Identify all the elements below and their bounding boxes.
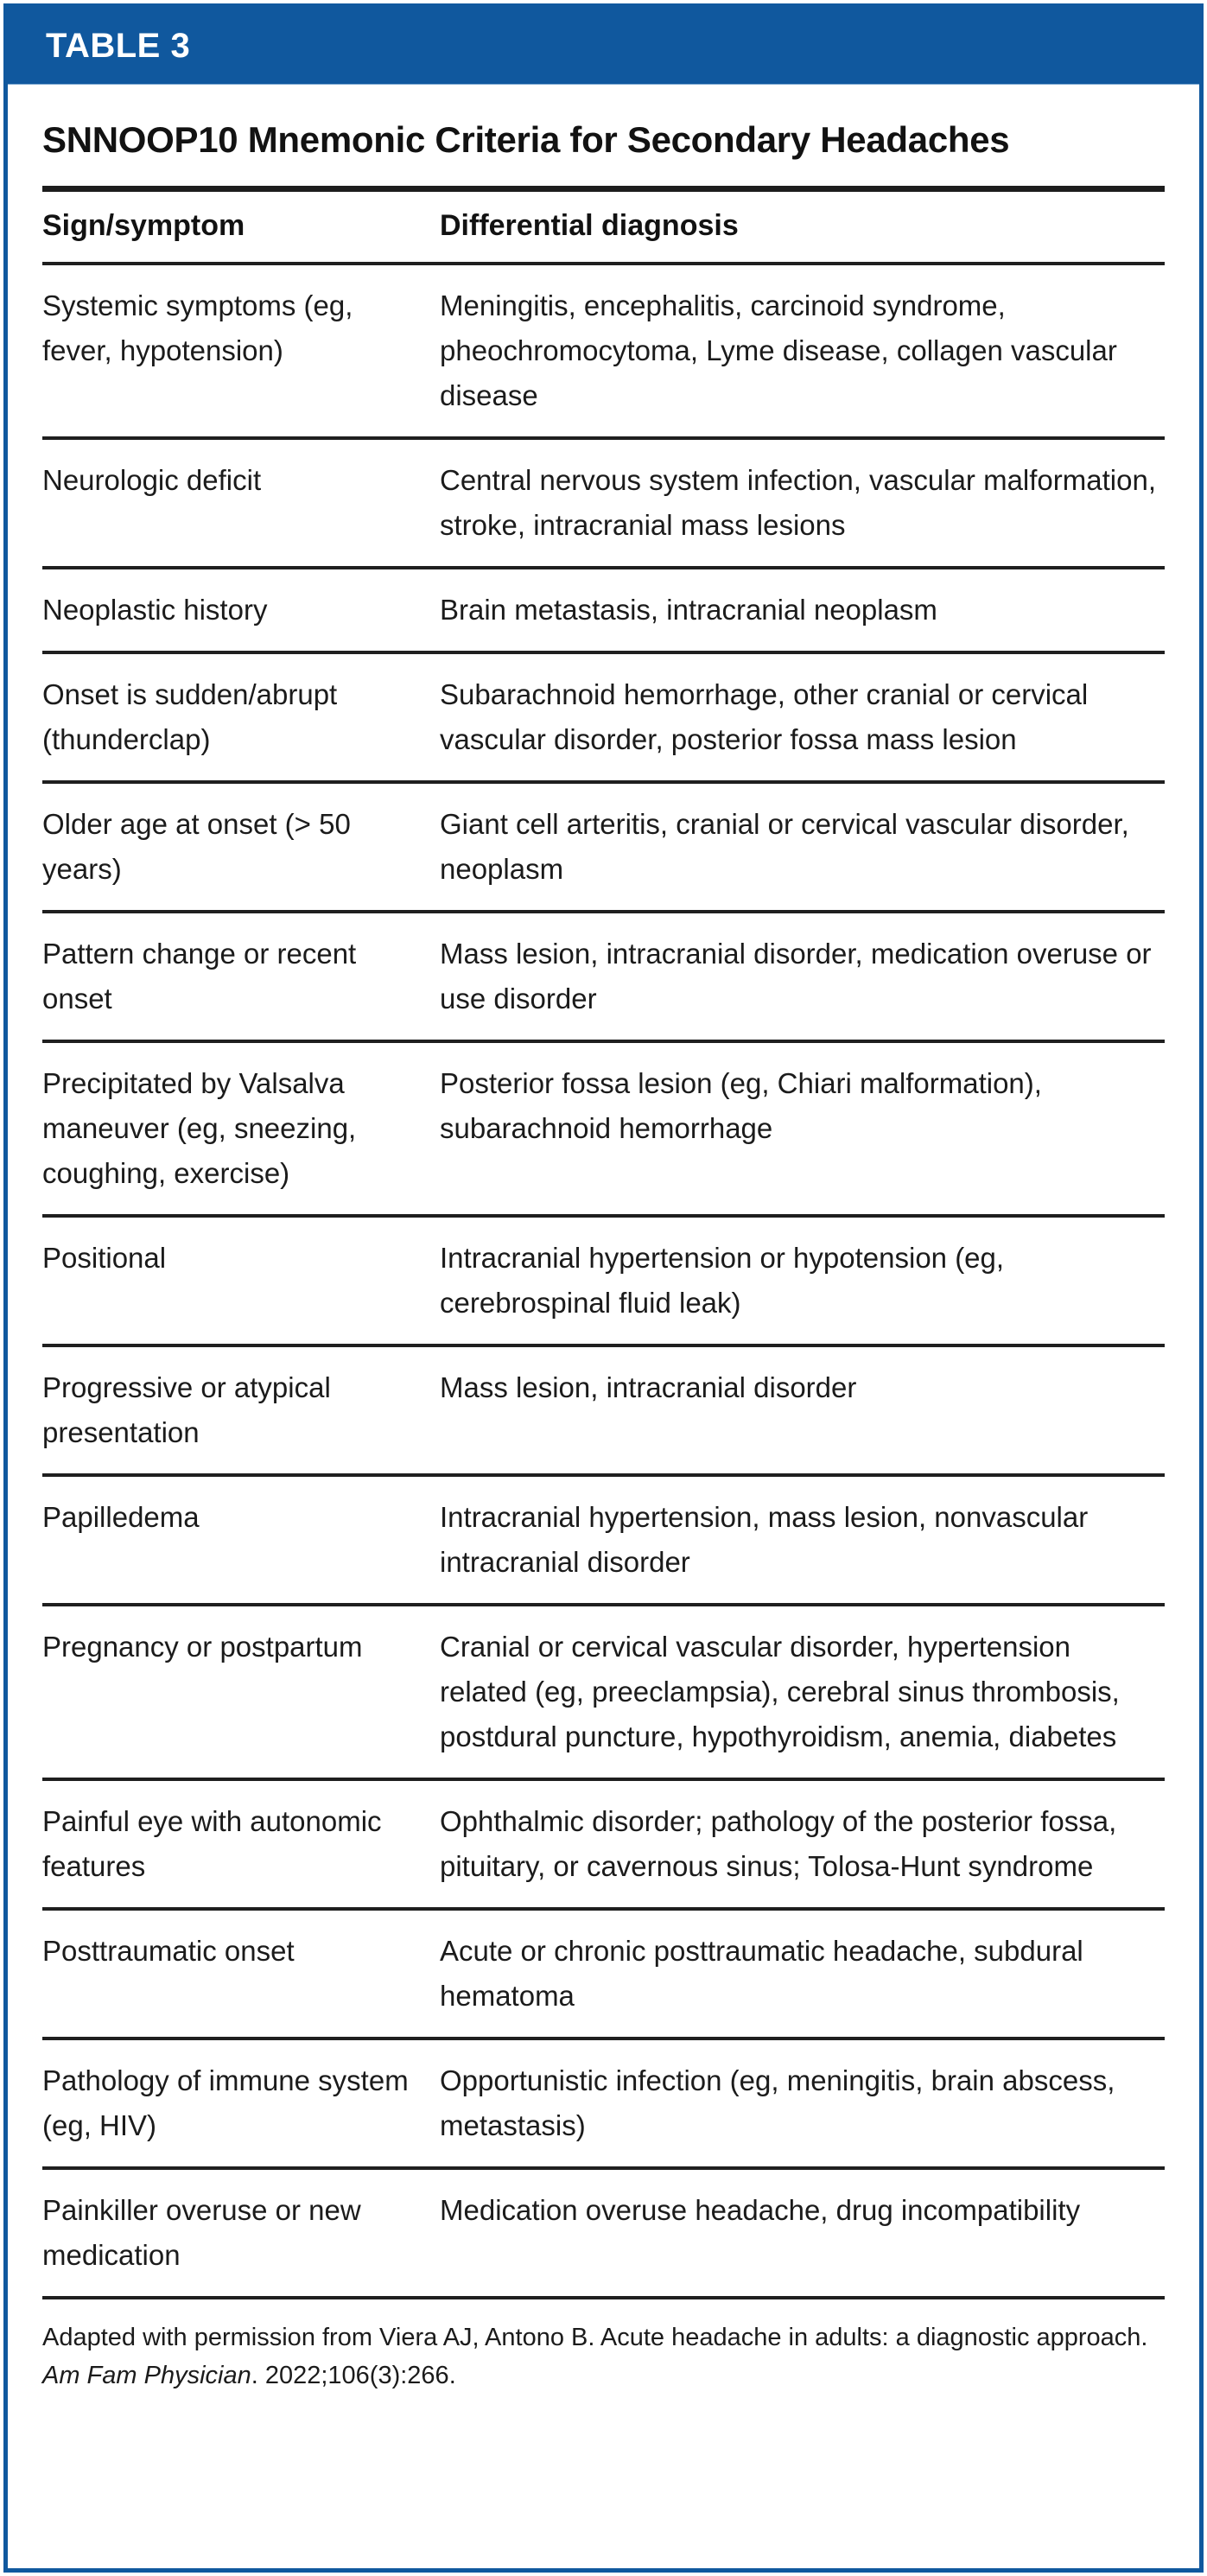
diagnosis-cell: Posterior fossa lesion (eg, Chiari malformation), subarachnoid hemorrhage bbox=[440, 1067, 1042, 1144]
sign-cell: Onset is sudden/abrupt (thunderclap) bbox=[42, 678, 338, 755]
sign-cell: Pregnancy or postpartum bbox=[42, 1631, 363, 1663]
table-content bbox=[8, 84, 1199, 2568]
sign-cell: Neoplastic history bbox=[42, 594, 268, 626]
table-title: SNNOOP10 Mnemonic Criteria for Secondary Headaches bbox=[42, 119, 1010, 160]
diagnosis-cell: Intracranial hypertension or hypotension (eg, cerebrospinal fluid leak) bbox=[440, 1242, 1005, 1319]
footnote bbox=[42, 2299, 1165, 2395]
sign-cell: Neurologic deficit bbox=[42, 464, 262, 496]
footnote-journal-name: Am Fam Physician bbox=[42, 2362, 251, 2389]
diagnosis-cell: Cranial or cervical vascular disorder, hypertension related (eg, preeclampsia), cerebral sinus thrombosis, postdural puncture, hypothyroidism, anemia, diabetes bbox=[440, 1631, 1120, 1752]
column-header-row bbox=[42, 192, 1165, 265]
title-rule bbox=[42, 186, 1165, 192]
table-row bbox=[42, 2170, 1165, 2299]
table-frame bbox=[3, 3, 1204, 2573]
table-row bbox=[42, 440, 1165, 569]
table-body bbox=[42, 265, 1165, 2299]
column-header-sign-symptom: Sign/symptom bbox=[42, 209, 245, 242]
table-row bbox=[42, 913, 1165, 1043]
sign-cell: Positional bbox=[42, 1242, 167, 1274]
footnote-text-prefix: Adapted with permission from Viera AJ, Antono B. Acute headache in adults: a diagnostic approach. bbox=[42, 2324, 1148, 2351]
table-row bbox=[42, 1477, 1165, 1606]
table-row bbox=[42, 1347, 1165, 1477]
sign-cell: Pattern change or recent onset bbox=[42, 938, 357, 1014]
diagnosis-cell: Acute or chronic posttraumatic headache, subdural hematoma bbox=[440, 1935, 1083, 2012]
sign-cell: Older age at onset (> 50 years) bbox=[42, 808, 351, 885]
table-header-bar bbox=[8, 8, 1199, 84]
diagnosis-cell: Ophthalmic disorder; pathology of the posterior fossa, pituitary, or cavernous sinus; Tolosa-Hunt syndrome bbox=[440, 1805, 1117, 1882]
table-label: TABLE 3 bbox=[46, 26, 191, 65]
diagnosis-cell: Medication overuse headache, drug incompatibility bbox=[440, 2194, 1081, 2226]
diagnosis-cell: Giant cell arteritis, cranial or cervical vascular disorder, neoplasm bbox=[440, 808, 1129, 885]
table-row bbox=[42, 265, 1165, 440]
diagnosis-cell: Opportunistic infection (eg, meningitis, brain abscess, metastasis) bbox=[440, 2064, 1115, 2141]
column-header-differential-diagnosis: Differential diagnosis bbox=[440, 209, 739, 242]
table-row bbox=[42, 1911, 1165, 2040]
table-row bbox=[42, 1781, 1165, 1911]
table-row bbox=[42, 1606, 1165, 1781]
diagnosis-cell: Mass lesion, intracranial disorder, medication overuse or use disorder bbox=[440, 938, 1152, 1014]
table-row bbox=[42, 1218, 1165, 1347]
table-row bbox=[42, 784, 1165, 913]
sign-cell: Papilledema bbox=[42, 1501, 200, 1533]
sign-cell: Painkiller overuse or new medication bbox=[42, 2194, 361, 2271]
sign-cell: Painful eye with autonomic features bbox=[42, 1805, 382, 1882]
diagnosis-cell: Subarachnoid hemorrhage, other cranial or cervical vascular disorder, posterior fossa mass lesion bbox=[440, 678, 1089, 755]
table-row bbox=[42, 654, 1165, 784]
sign-cell: Posttraumatic onset bbox=[42, 1935, 295, 1967]
sign-cell: Systemic symptoms (eg, fever, hypotension) bbox=[42, 289, 353, 366]
sign-cell: Pathology of immune system (eg, HIV) bbox=[42, 2064, 409, 2141]
table-row bbox=[42, 1043, 1165, 1218]
table-row bbox=[42, 569, 1165, 654]
diagnosis-cell: Brain metastasis, intracranial neoplasm bbox=[440, 594, 937, 626]
table-row bbox=[42, 2040, 1165, 2170]
diagnosis-cell: Mass lesion, intracranial disorder bbox=[440, 1371, 857, 1403]
sign-cell: Precipitated by Valsalva maneuver (eg, sneezing, coughing, exercise) bbox=[42, 1067, 357, 1189]
diagnosis-cell: Central nervous system infection, vascular malformation, stroke, intracranial mass lesions bbox=[440, 464, 1156, 541]
footnote-text-suffix: . 2022;106(3):266. bbox=[251, 2362, 456, 2389]
diagnosis-cell: Meningitis, encephalitis, carcinoid syndrome, pheochromocytoma, Lyme disease, collagen vascular disease bbox=[440, 289, 1117, 411]
diagnosis-cell: Intracranial hypertension, mass lesion, nonvascular intracranial disorder bbox=[440, 1501, 1089, 1578]
sign-cell: Progressive or atypical presentation bbox=[42, 1371, 331, 1448]
